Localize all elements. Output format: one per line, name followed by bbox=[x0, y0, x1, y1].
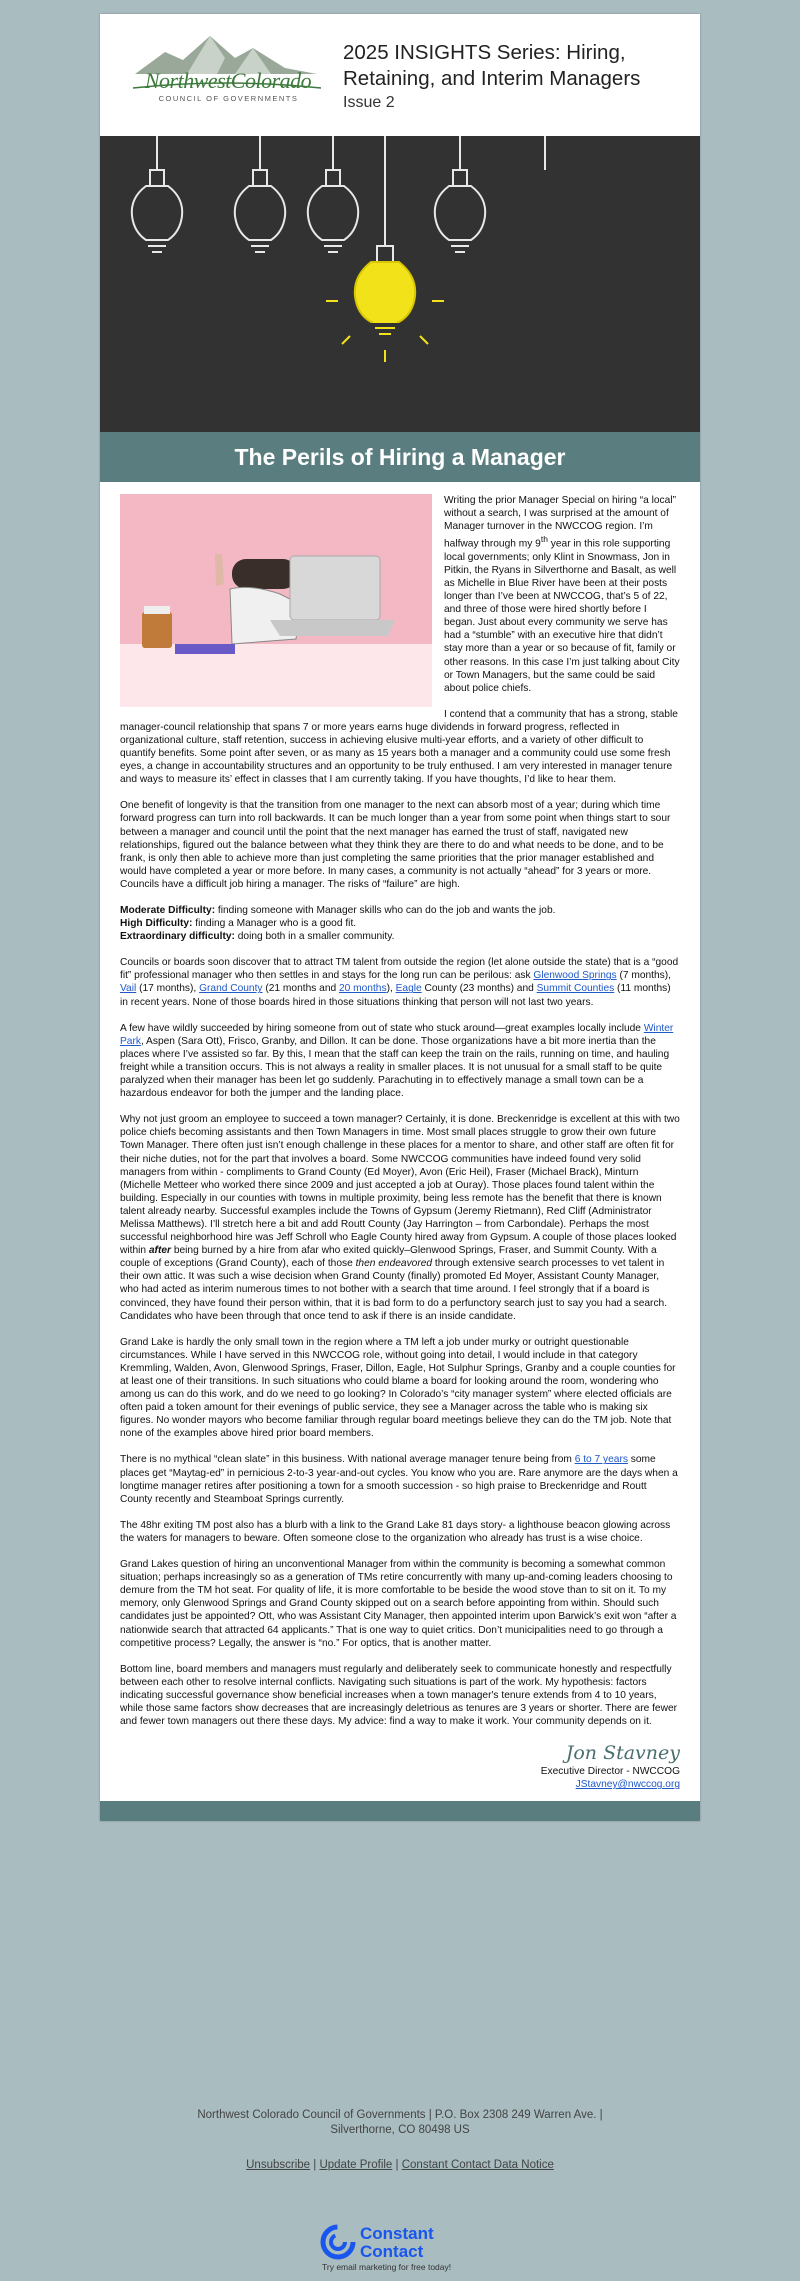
link-eagle[interactable]: Eagle bbox=[395, 983, 422, 995]
newsletter-title: 2025 INSIGHTS Series: Hiring, Retaining, and Interim Managers bbox=[343, 41, 641, 90]
constant-contact-logo[interactable] bbox=[318, 2222, 482, 2272]
article-body bbox=[100, 482, 700, 1728]
paragraph: There is no mythical “clean slate” in this business. With national average manager tenure being from 6 to 7 years some places get “Maytag-ed” in pernicious 2-to-3 year-and-out cycles. You know who you are. Rare anymore are the days when a longtime manager retires after positioning a town for a smooth succession - so high praise to Breckenridge and Routt County recently and Steamboat Springs currently. bbox=[120, 1454, 678, 1505]
city-address: Silverthorne, CO 80498 US bbox=[330, 2124, 470, 2136]
signature-name: Jon Stavney bbox=[565, 1742, 680, 1765]
issue-label: Issue 2 bbox=[343, 94, 395, 111]
link-summit-counties[interactable]: Summit Counties bbox=[536, 983, 615, 995]
article-banner: The Perils of Hiring a Manager bbox=[100, 432, 700, 482]
signature bbox=[100, 1741, 700, 1801]
title-block bbox=[343, 40, 683, 112]
org-address: Northwest Colorado Council of Governments | P.O. Box 2308 249 Warren Ave. | bbox=[197, 2109, 603, 2121]
link-grand-county[interactable]: Grand County bbox=[199, 983, 263, 995]
footer-links: Unsubscribe | Update Profile | Constant Contact Data Notice bbox=[246, 2159, 554, 2171]
difficulty-list: Moderate Difficulty: finding someone with Manager skills who can do the job and wants the job. High Difficulty: finding a Manager who is a good fit. Extraordinary difficulty: doing both in a smaller community. bbox=[120, 905, 556, 943]
paragraph: Grand Lake is hardly the only small town in the region where a TM left a job under murky or outright questionable circumstances. While I have served in this NWCCOG role, without going into detail, I would include in that category Kremmling, Walden, Avon, Glenwood Springs, Fraser, Dillon, Eagle, Hot Sulphur Springs, Granby and a couple counties for at least one of their transitions. In such situations who could blame a board for looking around the room, wondering who among us can do this work, and do we need to go looking? In Colorado’s “city manager system” where elected officials are often paid a token amount for their evenings of public service, they see a Manager across the table who is making six figures. No wonder mayors who become familiar through regular board meetings believe they can do the TM job. Note that none of the examples above hired prior board members. bbox=[120, 1336, 676, 1440]
link-glenwood-springs[interactable]: Glenwood Springs bbox=[533, 970, 617, 982]
paragraph: The 48hr exiting TM post also has a blurb with a link to the Grand Lake 81 days story- a lighthouse beacon glowing across the waters for managers to beware. Often someone close to the organization who already has trust is a wise choice. bbox=[120, 1519, 671, 1544]
lightbulbs-hero-image bbox=[100, 136, 700, 432]
newsletter-card bbox=[100, 14, 700, 1821]
paragraph: Why not just groom an employee to succeed a town manager? Certainly, it is done. Breckenridge is excellent at this with two police chiefs becoming assistants and then Town Managers in time. Most small places struggle to grow their own future Town Manager. There often just isn’t enough challenge in these places for a mentor to share, and other staff are often fit for their niche duties, not for the part that involves a board. Some NWCCOG communities have indeed found very solid managers from within - compliments to Grand County (Ed Moyer), Avon (Eric Heil), Fraser (Michael Brack), Minturn (Michelle Metteer who worked there since 2009 and just accepted a job at Ouray). Those places found talent within the building. Especially in our counties with towns in multiple proximity, being less remote has the benefit that there is known talent already nearby. Successful examples include the Towns of Gypsum (Jeremy Rietmann), Red Cliff (Administrator Melissa Matthews). I’ll stretch here a bit and add Routt County (Jay Harrington – from Carbondale). Perhaps the most successful neighborhood hire was Jeff Schroll who Eagle County hired away from Gypsum. A couple of those places looked within after being burned by a hire from afar who exited quickly–Glenwood Springs, Fraser, and Summit County. With a couple of exceptions (Grand County), each of those then endeavored through extensive search processes to vet talent in their own attic. It was such a wise decision when Grand County (finally) promoted Ed Moyer, Assistant County Manager, who had acted as interim numerous times to not bother with a search that time around. I feel strongly that if a board is convinced, they have found their person within, that it is bad form to do a perfunctory search just to say you had a search. Candidates who have been through that once tend to ask if there is an inside candidate. bbox=[120, 1114, 680, 1322]
paragraph: Grand Lakes question of hiring an unconventional Manager from within the community is becoming a somewhat common situation; perhaps increasingly so as a generation of TMs retire concurrently with many up-and-coming leaders choosing to demure from the TM hot seat. For quality of life, it is more comfortable to be beside the wood stove than to sit on it. To my memory, only Glenwood Springs and Grand County skipped out on a search before appointing from within. Should such candidates just be appointed? Ott, who was Assistant City Manager, then appointed interim upon Barwick’s exit won “after a nationwide search that attracted 64 applicants.” That is one way to quiet critics. Don’t municipalities need to go through a competitive process? Legally, the answer is “no.” For optics, that is another matter. bbox=[120, 1559, 677, 1649]
cc-name-2: Contact bbox=[360, 2242, 424, 2261]
footer bbox=[0, 2108, 800, 2173]
logo-subtitle: COUNCIL OF GOVERNMENTS bbox=[158, 94, 299, 103]
update-profile-link[interactable]: Update Profile bbox=[319, 2159, 393, 2171]
header bbox=[100, 14, 700, 136]
signature-role: Executive Director - NWCCOG bbox=[540, 1766, 680, 1778]
frustrated-worker-photo bbox=[120, 494, 432, 707]
nwccog-logo[interactable] bbox=[125, 28, 325, 114]
data-notice-link[interactable]: Constant Contact Data Notice bbox=[401, 2159, 554, 2171]
paragraph: One benefit of longevity is that the transition from one manager to the next can absorb most of a year; during which time forward progress can turn into roll backwards. It can be much longer than a year from some point when things start to sour between a manager and council until the point that the next manager has earned the trust of staff, navigated new relationships, figured out the balance between what they think they are there to do and what needs to be done, and to be frank, is only then able to achieve more than just completing the same priorities that the prior manager established and would have completed a year or more before. In many cases, a community is not actually “ahead” for 3 years or more. Councils have a difficult job hiring a manager. The risks of “failure” are high. bbox=[120, 800, 671, 890]
logo-wordmark: NorthwestColorado bbox=[144, 68, 312, 93]
paragraph: I contend that a community that has a strong, stable manager-council relationship that spans 7 or more years earns huge dividends in forward progress, reflected in organizational culture, staff retention, success in achieving elusive multi-year efforts, and a variety of other difficult to quantify benefits. Some point after seven, or as many as 15 years both a manager and a community could use some fresh eyes, a change in accountability structures and an opportunity to be truly enthused. I am very interested in manager tenure and ways to measure its’ effect in classes that I am currently taking. If you have thoughts, I’d like to hear them. bbox=[120, 708, 678, 786]
constant-contact-icon bbox=[318, 2222, 482, 2272]
paragraph: Writing the prior Manager Special on hiring “a local” without a search, I was surprised at the amount of Manager turnover in the NWCCOG region. I’m halfway through my 9th year in this role supporting local governments; only Klint in Snowmass, Jon in Pitkin, the Ryans in Silverthorne and Basalt, as well as Michelle in Blue River have been at their posts longer than I’ve been at NWCCOG, that’s 5 of 22, and three of those were hired shortly before I began. Just about every community we serve has had a “stumble” with an executive hire that didn’t stay more than a year or so because of fit, family or other reasons. In this case I’m just talking about City or Town Managers, but the same could be said about police chiefs. bbox=[444, 495, 680, 694]
footer-bar bbox=[100, 1801, 700, 1821]
paragraph: Bottom line, board members and managers must regularly and deliberately seek to communicate honestly and respectfully between each other to resolve internal conflicts. Navigating such situations is part of the work. My hypothesis: factors indicating successful governance show beneficial increases when a town manager's tenure extends from 4 to 10 years, while those same factors show decreases that are increasingly deletrious as tenures are 3 years or shorter. There are fewer and fewer town managers out there these days. My advice: find a way to make it work. Your community depends on it. bbox=[120, 1663, 678, 1728]
cc-tagline: Try email marketing for free today! bbox=[322, 2262, 452, 2272]
link-winter-park[interactable]: Winter Park bbox=[120, 1022, 674, 1047]
link-6-to-7-years[interactable]: 6 to 7 years bbox=[574, 1454, 628, 1466]
paragraph: A few have wildly succeeded by hiring someone from out of state who stuck around—great examples locally include Winter Park, Aspen (Sara Ott), Frisco, Granby, and Dillon. It can be done. Those organizations have a bit more inertia than the places where I’ve assisted so far. By this, I mean that the staff can keep the train on the rails, running on time, and hauling freight while a transition occurs. This is not always a reality in smaller places. It is not unusual for a small staff to be quite paralyzed when their manager has been let go suddenly. Parachuting in to effectively manage a small town can be a hazardous endeavor for both the jumper and the landing place. bbox=[120, 1022, 674, 1100]
link-20-months[interactable]: 20 months bbox=[338, 983, 387, 995]
cc-name-1: Constant bbox=[360, 2224, 434, 2243]
paragraph: Councils or boards soon discover that to attract TM talent from outside the region (let alone outside the state) that is a “good fit” professional manager who then settles in and stays for the long run can be perilous: ask Glenwood Springs (7 months), Vail (17 months), Grand County (21 months and 20 months), Eagle County (23 months) and Summit Counties (11 months) in recent years. None of those boards hired in those situations thinking that person will not last two years. bbox=[120, 957, 679, 1008]
unsubscribe-link[interactable]: Unsubscribe bbox=[246, 2159, 311, 2171]
link-vail[interactable]: Vail bbox=[120, 983, 137, 995]
signature-email-link[interactable]: JStavney@nwccog.org bbox=[575, 1779, 680, 1791]
